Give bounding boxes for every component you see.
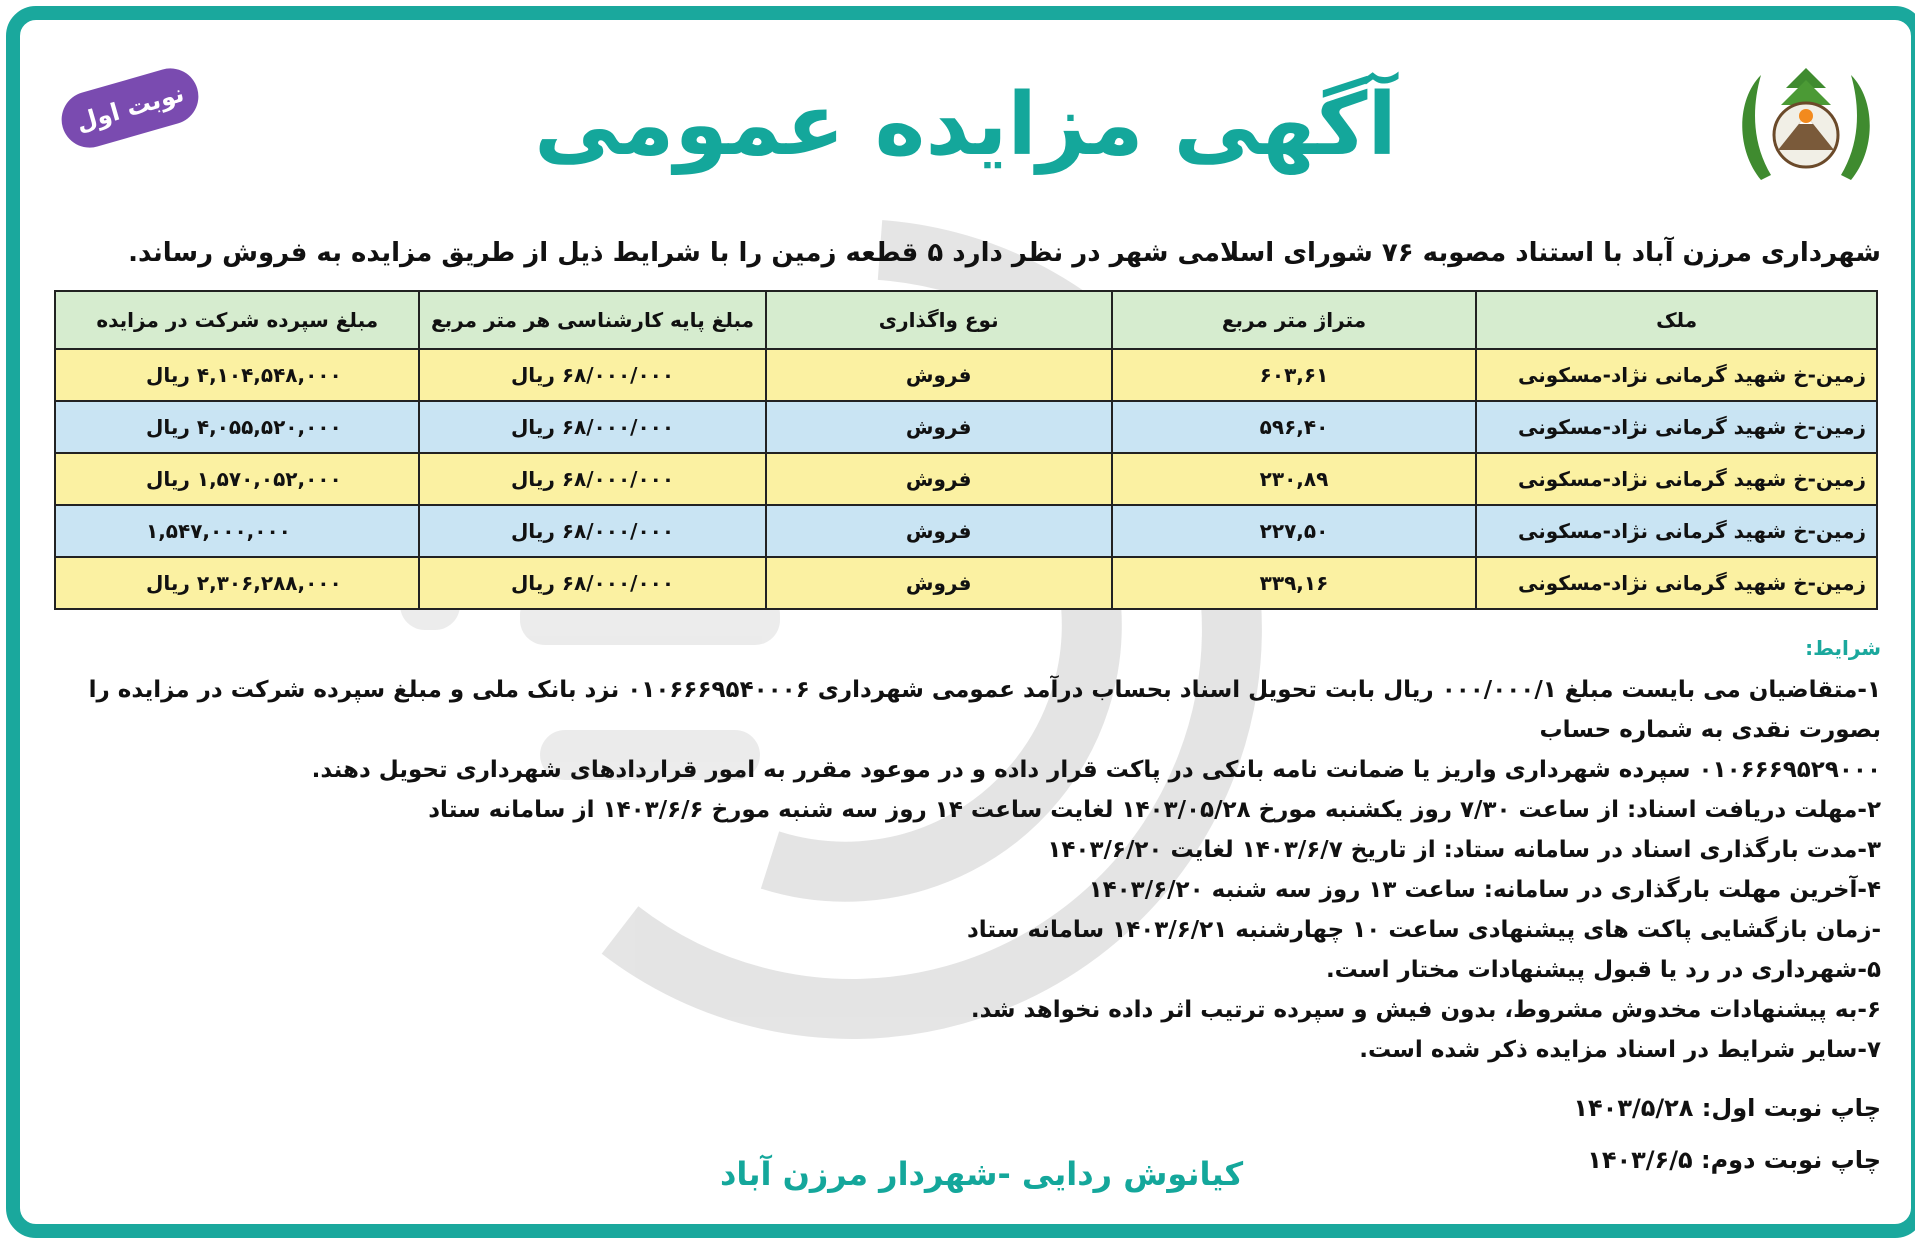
- conditions-heading: شرایط:: [1805, 636, 1881, 660]
- condition-item: ۴-آخرین مهلت بارگذاری در سامانه: ساعت ۱۳ روز سه شنبه ۱۴۰۳/۶/۲۰: [1088, 877, 1881, 903]
- cell-area: ۲۲۷,۵۰: [1112, 505, 1476, 557]
- cell-area: ۲۳۰,۸۹: [1112, 453, 1476, 505]
- cell-type: فروش: [766, 349, 1112, 401]
- cell-type: فروش: [766, 557, 1112, 609]
- cell-base-price: ۶۸/۰۰۰/۰۰۰ ریال: [419, 505, 765, 557]
- table-header-row: [55, 291, 1877, 349]
- intro-text: شهرداری مرزن آباد با استناد مصوبه ۷۶ شورای اسلامی شهر در نظر دارد ۵ قطعه زمین را با شرایط ذیل از طریق مزایده به فروش رساند.: [128, 238, 1881, 268]
- conditions-list: [54, 670, 1881, 1070]
- mayor-signature: کیانوش ردایی -شهردار مرزن آباد: [720, 1155, 1244, 1193]
- cell-type: فروش: [766, 453, 1112, 505]
- col-property: ملک: [1476, 291, 1877, 349]
- condition-item: ۷-سایر شرایط در اسناد مزایده ذکر شده است.: [1359, 1037, 1881, 1063]
- page-title: آگهی مزایده عمومی: [534, 75, 1397, 175]
- cell-deposit: ۱,۵۷۰,۰۵۲,۰۰۰ ریال: [55, 453, 419, 505]
- cell-area: ۵۹۶,۴۰: [1112, 401, 1476, 453]
- cell-property: زمین-خ شهید گرمانی نژاد-مسکونی: [1476, 557, 1877, 609]
- cell-base-price: ۶۸/۰۰۰/۰۰۰ ریال: [419, 557, 765, 609]
- condition-item: ۱-متقاضیان می بایست مبلغ ۰۰۰/۰۰۰/۱ ریال بابت تحویل اسناد بحساب درآمد عمومی شهرداری ۰۱۰۶۶۶۹۵۴۰۰۰۶ نزد بانک ملی و مبلغ سپرده شرکت در مزایده را بصورت نقدی به شماره حساب: [88, 677, 1881, 743]
- cell-type: فروش: [766, 401, 1112, 453]
- first-round-badge: نوبت اول: [55, 62, 205, 154]
- cell-property: زمین-خ شهید گرمانی نژاد-مسکونی: [1476, 349, 1877, 401]
- print-first-date: چاپ نوبت اول: ۱۴۰۳/۵/۲۸: [1573, 1094, 1881, 1122]
- cell-type: فروش: [766, 505, 1112, 557]
- cell-base-price: ۶۸/۰۰۰/۰۰۰ ریال: [419, 349, 765, 401]
- cell-property: زمین-خ شهید گرمانی نژاد-مسکونی: [1476, 505, 1877, 557]
- municipality-logo-icon: [1731, 50, 1881, 200]
- condition-item: ۰۱۰۶۶۶۹۵۲۹۰۰۰ سپرده شهرداری واریز یا ضمانت نامه بانکی در پاکت قرار داده و در موعود مقرر به امور قراردادهای شهرداری تحویل دهند.: [311, 757, 1881, 783]
- cell-deposit: ۴,۱۰۴,۵۴۸,۰۰۰ ریال: [55, 349, 419, 401]
- condition-item: ۶-به پیشنهادات مخدوش مشروط، بدون فیش و سپرده ترتیب اثر داده نخواهد شد.: [970, 997, 1881, 1023]
- cell-area: ۶۰۳,۶۱: [1112, 349, 1476, 401]
- col-base-price: مبلغ پایه کارشناسی هر متر مربع: [419, 291, 765, 349]
- print-second-date: چاپ نوبت دوم: ۱۴۰۳/۶/۵: [1587, 1146, 1881, 1174]
- table-row: [55, 453, 1877, 505]
- table-row: [55, 401, 1877, 453]
- col-area: متراژ متر مربع: [1112, 291, 1476, 349]
- cell-property: زمین-خ شهید گرمانی نژاد-مسکونی: [1476, 401, 1877, 453]
- print-dates: [1573, 1082, 1881, 1186]
- condition-item: -زمان بازگشایی پاکت های پیشنهادی ساعت ۱۰ چهارشنبه ۱۴۰۳/۶/۲۱ سامانه ستاد: [966, 917, 1881, 943]
- cell-base-price: ۶۸/۰۰۰/۰۰۰ ریال: [419, 401, 765, 453]
- cell-deposit: ۱,۵۴۷,۰۰۰,۰۰۰: [55, 505, 419, 557]
- cell-property: زمین-خ شهید گرمانی نژاد-مسکونی: [1476, 453, 1877, 505]
- auction-table: [54, 290, 1878, 610]
- cell-base-price: ۶۸/۰۰۰/۰۰۰ ریال: [419, 453, 765, 505]
- page-frame: [6, 6, 1915, 1238]
- condition-item: ۵-شهرداری در رد یا قبول پیشنهادات مختار است.: [1325, 957, 1881, 983]
- table-row: [55, 349, 1877, 401]
- col-type: نوع واگذاری: [766, 291, 1112, 349]
- condition-item: ۲-مهلت دریافت اسناد: از ساعت ۷/۳۰ روز یکشنبه مورخ ۱۴۰۳/۰۵/۲۸ لغایت ساعت ۱۴ روز سه شنبه مورخ ۱۴۰۳/۶/۶ از سامانه ستاد: [428, 797, 1881, 823]
- cell-deposit: ۴,۰۵۵,۵۲۰,۰۰۰ ریال: [55, 401, 419, 453]
- table-row: [55, 505, 1877, 557]
- cell-deposit: ۲,۳۰۶,۲۸۸,۰۰۰ ریال: [55, 557, 419, 609]
- cell-area: ۳۳۹,۱۶: [1112, 557, 1476, 609]
- condition-item: ۳-مدت بارگذاری اسناد در سامانه ستاد: از تاریخ ۱۴۰۳/۶/۷ لغایت ۱۴۰۳/۶/۲۰: [1047, 837, 1881, 863]
- col-deposit: مبلغ سپرده شرکت در مزایده: [55, 291, 419, 349]
- table-row: [55, 557, 1877, 609]
